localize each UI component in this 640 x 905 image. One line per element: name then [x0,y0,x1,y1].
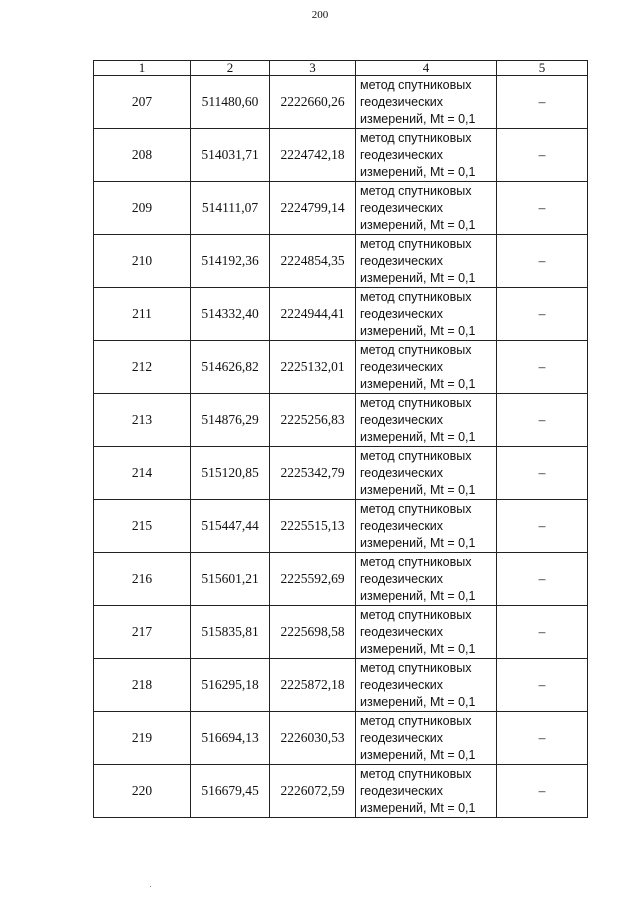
y-coordinate-cell: 2226072,59 [270,765,356,818]
method-cell: метод спутниковых геодезических измерений, Mt = 0,1 [356,288,497,341]
table-row [94,129,588,182]
point-number-cell: 216 [94,553,191,606]
y-coordinate-cell: 2224944,41 [270,288,356,341]
note-cell: – [497,659,588,712]
note-cell: – [497,606,588,659]
table-body [94,76,588,818]
page-number: 200 [311,9,329,21]
table-row [94,553,588,606]
method-cell: метод спутниковых геодезических измерений, Mt = 0,1 [356,394,497,447]
x-coordinate-cell: 515447,44 [191,500,270,553]
note-cell: – [497,129,588,182]
point-number-cell: 217 [94,606,191,659]
method-cell: метод спутниковых геодезических измерений, Mt = 0,1 [356,765,497,818]
note-cell: – [497,182,588,235]
table-row [94,765,588,818]
point-number-cell: 209 [94,182,191,235]
coordinates-table [93,60,588,818]
method-cell: метод спутниковых геодезических измерений, Mt = 0,1 [356,182,497,235]
scan-speck [150,886,151,887]
method-cell: метод спутниковых геодезических измерений, Mt = 0,1 [356,659,497,712]
x-coordinate-cell: 515835,81 [191,606,270,659]
y-coordinate-cell: 2225698,58 [270,606,356,659]
x-coordinate-cell: 514031,71 [191,129,270,182]
column-header-2: 2 [191,61,270,76]
method-cell: метод спутниковых геодезических измерений, Mt = 0,1 [356,341,497,394]
table-row [94,182,588,235]
y-coordinate-cell: 2225132,01 [270,341,356,394]
y-coordinate-cell: 2224799,14 [270,182,356,235]
x-coordinate-cell: 511480,60 [191,76,270,129]
column-header-3: 3 [270,61,356,76]
y-coordinate-cell: 2225872,18 [270,659,356,712]
x-coordinate-cell: 516694,13 [191,712,270,765]
x-coordinate-cell: 515120,85 [191,447,270,500]
table-header-row [94,61,588,76]
point-number-cell: 207 [94,76,191,129]
x-coordinate-cell: 514111,07 [191,182,270,235]
x-coordinate-cell: 514626,82 [191,341,270,394]
table-row [94,659,588,712]
table-row [94,606,588,659]
x-coordinate-cell: 516295,18 [191,659,270,712]
y-coordinate-cell: 2225256,83 [270,394,356,447]
note-cell: – [497,394,588,447]
point-number-cell: 220 [94,765,191,818]
method-cell: метод спутниковых геодезических измерений, Mt = 0,1 [356,500,497,553]
x-coordinate-cell: 514332,40 [191,288,270,341]
point-number-cell: 214 [94,447,191,500]
note-cell: – [497,712,588,765]
method-cell: метод спутниковых геодезических измерений, Mt = 0,1 [356,606,497,659]
y-coordinate-cell: 2222660,26 [270,76,356,129]
method-cell: метод спутниковых геодезических измерений, Mt = 0,1 [356,76,497,129]
table-row [94,447,588,500]
table-row [94,341,588,394]
note-cell: – [497,765,588,818]
x-coordinate-cell: 515601,21 [191,553,270,606]
table-row [94,500,588,553]
x-coordinate-cell: 516679,45 [191,765,270,818]
table-row [94,394,588,447]
column-header-1: 1 [94,61,191,76]
point-number-cell: 211 [94,288,191,341]
point-number-cell: 208 [94,129,191,182]
method-cell: метод спутниковых геодезических измерений, Mt = 0,1 [356,129,497,182]
x-coordinate-cell: 514192,36 [191,235,270,288]
column-header-4: 4 [356,61,497,76]
method-cell: метод спутниковых геодезических измерений, Mt = 0,1 [356,553,497,606]
y-coordinate-cell: 2225515,13 [270,500,356,553]
point-number-cell: 210 [94,235,191,288]
table-row [94,235,588,288]
point-number-cell: 213 [94,394,191,447]
point-number-cell: 218 [94,659,191,712]
table-row [94,288,588,341]
method-cell: метод спутниковых геодезических измерений, Mt = 0,1 [356,712,497,765]
table-row [94,76,588,129]
note-cell: – [497,288,588,341]
point-number-cell: 215 [94,500,191,553]
x-coordinate-cell: 514876,29 [191,394,270,447]
note-cell: – [497,235,588,288]
point-number-cell: 212 [94,341,191,394]
method-cell: метод спутниковых геодезических измерений, Mt = 0,1 [356,235,497,288]
note-cell: – [497,553,588,606]
note-cell: – [497,500,588,553]
method-cell: метод спутниковых геодезических измерений, Mt = 0,1 [356,447,497,500]
y-coordinate-cell: 2225342,79 [270,447,356,500]
column-header-5: 5 [497,61,588,76]
table-row [94,712,588,765]
y-coordinate-cell: 2224742,18 [270,129,356,182]
y-coordinate-cell: 2225592,69 [270,553,356,606]
y-coordinate-cell: 2226030,53 [270,712,356,765]
note-cell: – [497,341,588,394]
note-cell: – [497,76,588,129]
note-cell: – [497,447,588,500]
y-coordinate-cell: 2224854,35 [270,235,356,288]
point-number-cell: 219 [94,712,191,765]
